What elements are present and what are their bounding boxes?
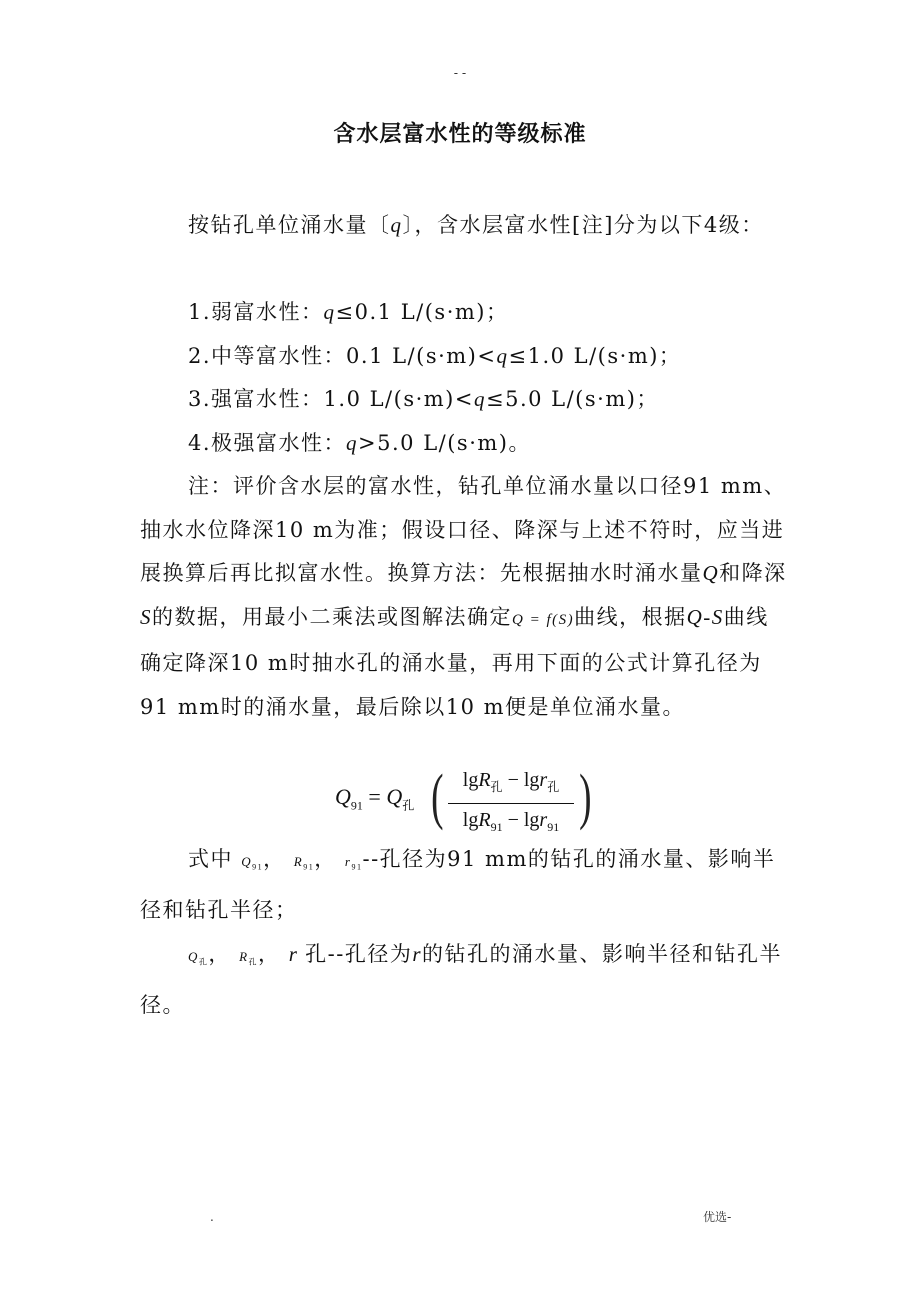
den-lg: lg [462,809,479,831]
note-text-2: 和降深 [719,561,787,585]
def-var-R-hole: $R_孔$ [239,948,259,967]
def-sep: ， [263,847,286,871]
definitions-paragraph [140,838,790,1027]
level-prefix: 1.弱富水性： [188,300,324,324]
level-prefix: 2.中等富水性：0.1 L/(s·m)< [188,343,497,368]
note-paragraph [140,465,790,729]
def-text-2b: 的钻孔的涌水量、影响半径和钻孔半径。 [140,941,783,1017]
formula-right-paren: ) [579,763,592,831]
num-r-sub: 孔 [547,780,560,794]
note-text-5: 曲线确定降深10 m时抽水孔的涌水量，再用下面的公式计算孔径为91 mm时的涌水量，最后除以10 m便是单位涌水量。 [140,604,769,719]
level-item [140,378,790,422]
note-Q-var: Q [702,561,720,585]
intro-text-b: 〕，含水层富水性[注]分为以下4级： [402,213,764,237]
num-minus: − lg [502,769,540,791]
fraction-bar [448,803,574,804]
formula-denominator [446,806,576,841]
formula-lhs [335,784,414,813]
den-R-sub: 91 [490,820,503,834]
page-title: 含水层富水性的等级标准 [333,122,587,147]
level-suffix: ≤0.1 L/(s·m)； [335,300,509,324]
formula-lhs-var: Q [335,784,351,809]
note-text-3: 的数据，用最小二乘法或图解法确定 [152,604,512,629]
conversion-formula [335,760,595,836]
formula-left-paren: ( [431,763,444,831]
den-minus: − lg [502,809,540,831]
def-text-1: --孔径为91 mm的钻孔的涌水量、影响半径和钻孔半径； [140,847,776,923]
def-text-2a: --孔径为 [327,941,413,966]
def-sep: ， [314,847,337,871]
footer-dot: . [210,1210,214,1224]
def-var-q91: $Q_{91}$ [241,854,264,872]
level-prefix: 4.极强富水性： [188,430,347,455]
def-var-q-hole: $Q_孔$ [188,948,209,967]
header-mark: - - [453,66,467,80]
note-QS-var: Q-S [686,604,724,629]
def-sep: ， [208,941,231,966]
level-suffix: ≤1.0 L/(s·m)； [508,343,682,368]
den-r-sub: 91 [547,820,560,834]
level-var: q [346,430,359,455]
intro-text-a: 按钻孔单位涌水量〔 [188,213,391,237]
den-r: r [539,809,548,831]
level-var: q [496,343,509,368]
formula-equals: = [362,784,387,809]
formula-numerator [446,766,576,801]
note-text-1: 注：评价含水层的富水性，钻孔单位涌水量以口径91 mm、抽水水位降深10 m为准；假设口径、降深与上述不符时，应当进展换算后再比拟富水性。换算方法：先根据抽水时涌水量 [140,474,787,585]
formula-lhs-sub: 91 [350,798,363,813]
intro-q-var: q [390,213,403,237]
definition-line-1 [140,838,790,933]
level-prefix: 3.强富水性：1.0 L/(s·m)< [188,387,474,411]
num-R: R [478,769,491,791]
def-var-r91-cap: $R_{91}$ [293,854,315,872]
note-func: Q = f(S) [512,611,575,628]
den-R: R [478,809,491,831]
formula-rhs-sub: 孔 [402,798,415,813]
num-lg: lg [462,769,479,791]
def-r-var: r [412,941,423,966]
footer-label: 优选- [703,1210,732,1224]
level-suffix: >5.0 L/(s·m)。 [358,430,531,455]
defs-lead: 式中 [188,847,233,871]
level-item [140,335,790,379]
note-S-var: S [140,604,152,629]
intro-paragraph [140,204,790,248]
num-r: r [539,769,548,791]
definition-line-2 [140,933,790,1028]
formula-fraction [446,766,576,841]
def-sep: ， [258,941,281,966]
formula-rhs-var: Q [386,784,403,809]
levels-list [140,291,790,465]
level-item [140,422,790,466]
level-var: q [323,300,336,324]
level-var: q [473,387,486,411]
def-var-r91: $r_{91}$ [344,854,363,872]
note-text-4: 曲线，根据 [574,604,687,629]
num-R-sub: 孔 [490,780,503,794]
def-var-r-hole: r 孔 [288,941,328,966]
level-item [140,291,790,335]
level-suffix: ≤5.0 L/(s·m)； [485,387,659,411]
